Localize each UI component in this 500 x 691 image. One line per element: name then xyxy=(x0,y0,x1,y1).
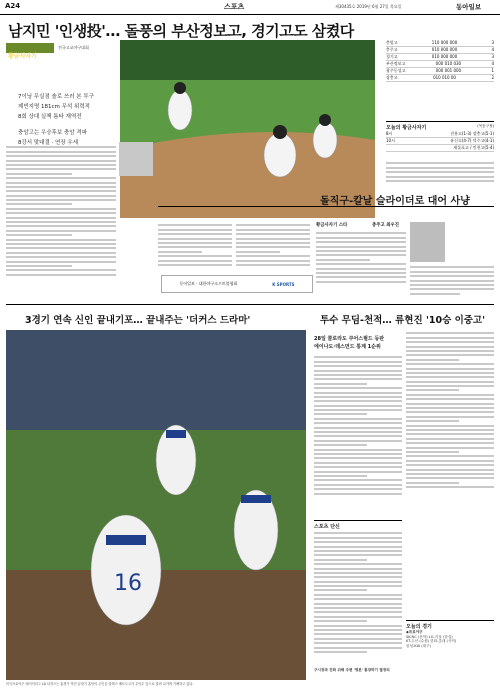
text-line xyxy=(314,413,367,415)
text-line xyxy=(406,411,494,413)
text-line xyxy=(314,378,402,380)
text-line xyxy=(314,585,402,587)
text-line xyxy=(316,281,406,283)
text-line xyxy=(6,177,116,179)
text-line xyxy=(314,449,402,451)
text-line xyxy=(314,444,367,446)
text-line xyxy=(6,164,116,166)
text-line xyxy=(236,233,310,235)
text-line xyxy=(406,438,494,440)
text-line xyxy=(314,427,402,429)
text-line xyxy=(406,433,494,435)
text-line xyxy=(406,486,494,488)
text-line xyxy=(316,250,406,252)
text-line xyxy=(314,633,402,635)
text-line xyxy=(6,265,72,267)
text-line xyxy=(6,208,116,210)
text-line xyxy=(6,274,116,276)
total-score: 1 xyxy=(491,68,494,73)
text-line xyxy=(410,280,494,282)
games-list: ◆프로야구 SK-NC (문학) LG-키움 (잠실) KT-두산 (수원) 한화-롯데 (사직) 삼성-KIA (대구) xyxy=(406,630,457,648)
text-line xyxy=(316,272,406,274)
text-line xyxy=(406,332,494,334)
text-line xyxy=(316,232,406,234)
text-line xyxy=(6,225,116,227)
game-match: 유신고(4-7) 덕수고(4-1) xyxy=(450,138,494,143)
text-line xyxy=(314,422,402,424)
text-line xyxy=(386,162,494,164)
total-score: 4 xyxy=(491,47,494,52)
second-col1 xyxy=(316,230,406,285)
scoreboard xyxy=(386,40,494,82)
game-time: 8시 xyxy=(386,131,393,136)
text-line xyxy=(406,407,494,409)
text-line xyxy=(314,356,402,358)
score-row xyxy=(386,61,494,68)
inning-scores: 110 000 000 xyxy=(431,40,458,45)
text-line xyxy=(236,260,310,262)
text-line xyxy=(314,440,402,442)
text-line xyxy=(314,453,402,455)
page-header xyxy=(0,0,500,15)
text-line xyxy=(314,466,402,468)
lower-photo xyxy=(6,330,306,680)
total-score: 3 xyxy=(491,40,494,45)
page-number: A24 xyxy=(5,2,21,10)
total-score: 3 xyxy=(491,54,494,59)
text-line xyxy=(314,370,402,372)
tournament-badge: 황금사자기 xyxy=(6,43,54,53)
text-line xyxy=(316,268,406,270)
text-line xyxy=(158,264,232,266)
text-line xyxy=(406,398,494,400)
text-line xyxy=(406,482,459,484)
bottom-note: 구시장과 진화 위해 주변 '명본' 통장하기 결정되 xyxy=(314,668,390,672)
text-line xyxy=(406,389,459,391)
text-line xyxy=(314,400,402,402)
section-label: 스포츠 xyxy=(224,3,245,11)
text-line xyxy=(410,284,494,286)
text-line xyxy=(236,224,310,226)
text-line xyxy=(314,607,402,609)
text-line xyxy=(410,293,460,295)
text-line xyxy=(406,376,494,378)
text-line xyxy=(6,243,116,245)
brief-title: 스포츠 단신 xyxy=(314,520,402,530)
text-line xyxy=(314,581,402,583)
text-line xyxy=(314,638,402,640)
text-line xyxy=(6,155,116,157)
text-line xyxy=(406,394,494,396)
text-line xyxy=(6,261,116,263)
text-line xyxy=(406,403,494,405)
text-line xyxy=(406,346,494,348)
inning-scores: 010 010 00 xyxy=(433,75,456,80)
text-line xyxy=(314,603,402,605)
text-line xyxy=(406,455,494,457)
text-line xyxy=(314,559,367,561)
text-line xyxy=(6,146,116,148)
text-line xyxy=(316,276,406,278)
text-line xyxy=(6,160,116,162)
text-line xyxy=(406,368,494,370)
lower-photo-caption: 미국프로야구 메이저리그 LA 다저스는 홈경기 역전 끝내기 홈런의 주인공 알렉스 베르두고가 우익수 앞으로 달려 나가며 기뻐하고 있다. xyxy=(6,682,194,686)
text-line xyxy=(6,195,116,197)
text-line xyxy=(316,237,406,239)
text-line xyxy=(158,260,232,262)
text-line xyxy=(406,381,494,383)
text-line xyxy=(410,275,494,277)
game-match: 진흥고(1-3) 장충고(5-1) xyxy=(450,131,494,136)
today-game-row xyxy=(386,138,494,145)
text-line xyxy=(314,541,402,543)
text-line xyxy=(386,180,494,182)
text-line xyxy=(158,242,232,244)
text-line xyxy=(314,383,367,385)
score-row xyxy=(386,54,494,61)
text-line xyxy=(314,651,367,653)
text-line xyxy=(406,469,494,471)
text-line xyxy=(6,269,116,271)
text-line xyxy=(314,550,402,552)
text-line xyxy=(314,642,402,644)
text-line xyxy=(406,464,494,466)
notice-box xyxy=(386,160,494,186)
text-line xyxy=(314,546,402,548)
text-line xyxy=(314,532,402,534)
text-line xyxy=(406,442,494,444)
text-line xyxy=(314,488,402,490)
text-line xyxy=(314,598,402,600)
text-line xyxy=(314,537,402,539)
brief-body xyxy=(314,530,402,655)
team-name: 충암고 xyxy=(386,40,398,45)
text-line xyxy=(406,473,494,475)
text-line xyxy=(406,350,494,352)
text-line xyxy=(316,259,370,261)
text-line xyxy=(406,477,494,479)
score-row xyxy=(386,40,494,47)
text-line xyxy=(316,254,406,256)
text-line xyxy=(6,151,116,153)
second-headline: 돌직구-칼날 슬라이더로 대어 사냥 xyxy=(320,196,470,207)
text-line xyxy=(6,217,116,219)
text-line xyxy=(314,374,402,376)
text-line xyxy=(314,589,367,591)
text-line xyxy=(6,239,116,241)
text-line xyxy=(158,246,232,248)
text-line xyxy=(314,554,402,556)
text-line xyxy=(406,359,459,361)
text-line xyxy=(6,256,116,258)
top-headline: 남지민 '인생投'… 돌풍의 부산정보고, 경기고도 삼켰다 xyxy=(8,22,354,40)
team-name: 부산정보고 xyxy=(386,61,406,66)
text-line xyxy=(314,435,402,437)
text-line xyxy=(6,234,72,236)
text-line xyxy=(158,233,232,235)
text-line xyxy=(316,263,406,265)
sponsor-bar: 동아일보 · 대한야구소프트볼협회 K SPORTS xyxy=(161,275,313,293)
newspaper-brand: 동아일보 xyxy=(456,3,482,11)
team-name: 경기고 xyxy=(386,54,398,59)
team-name: 충주고 xyxy=(386,47,398,52)
text-line xyxy=(314,471,402,473)
team-name: 장충고 xyxy=(386,75,398,80)
text-line xyxy=(314,594,402,596)
text-line xyxy=(6,168,116,170)
games-title: 오늘의 경기 xyxy=(406,620,494,630)
text-line xyxy=(6,203,72,205)
text-line xyxy=(6,230,116,232)
text-line xyxy=(6,173,72,175)
text-line xyxy=(236,264,310,266)
text-line xyxy=(236,251,280,253)
text-line xyxy=(406,363,494,365)
game-time: 10시 xyxy=(386,138,395,143)
second-photo xyxy=(410,222,445,262)
text-line xyxy=(236,246,310,248)
text-line xyxy=(314,365,402,367)
text-line xyxy=(158,255,232,257)
top-story-col2 xyxy=(158,222,232,268)
right-headline: 투수 무딤-천적… 류현진 '10승 이중고' xyxy=(320,315,486,326)
text-line xyxy=(314,611,402,613)
text-line xyxy=(406,372,494,374)
text-line xyxy=(314,647,402,649)
top-story-body xyxy=(6,144,116,278)
score-row xyxy=(386,47,494,54)
text-line xyxy=(406,460,494,462)
inning-scores: 010 000 000 xyxy=(431,54,458,59)
top-story-col3 xyxy=(236,222,310,268)
text-line xyxy=(6,221,116,223)
text-line xyxy=(406,420,459,422)
second-sub: 황금사자기 스타 xyxy=(316,223,348,228)
text-line xyxy=(316,241,406,243)
text-line xyxy=(6,182,116,184)
today-game-row xyxy=(386,131,494,138)
team-name: 광주동성고 xyxy=(386,68,406,73)
text-line xyxy=(406,451,459,453)
text-line xyxy=(6,190,116,192)
text-line xyxy=(314,409,402,411)
game-match: 제물포고 / 인천고(5-4) xyxy=(453,145,494,150)
text-line xyxy=(236,238,310,240)
today-game-row xyxy=(386,145,494,152)
text-line xyxy=(314,462,402,464)
text-line xyxy=(406,337,494,339)
text-line xyxy=(314,475,367,477)
top-deck: 7이닝 무실점 솔로 쓰러 본 투구 제빈지명 181cm 무석 위력적 8회 상대 실책 틈타 재역전 충암고는 우승후보 충암 격파 8강서 맞대결 · 연장 우세 xyxy=(18,94,94,146)
inning-scores: 010 000 000 xyxy=(431,47,458,52)
text-line xyxy=(314,396,402,398)
svg-text:16: 16 xyxy=(114,571,142,596)
inning-scores: 000 010 030 xyxy=(435,61,462,66)
text-line xyxy=(406,354,494,356)
text-line xyxy=(314,387,402,389)
text-line xyxy=(6,199,116,201)
text-line xyxy=(158,224,232,226)
total-score: 2 xyxy=(491,75,494,80)
text-line xyxy=(158,229,232,231)
second-writer: 충주고 최우진 xyxy=(372,223,399,228)
text-line xyxy=(386,167,494,169)
text-line xyxy=(236,255,310,257)
text-line xyxy=(6,186,116,188)
text-line xyxy=(386,176,494,178)
text-line xyxy=(406,385,494,387)
text-line xyxy=(314,629,402,631)
text-line xyxy=(314,568,402,570)
right-col2 xyxy=(406,330,494,490)
text-line xyxy=(236,229,310,231)
text-line xyxy=(410,266,494,268)
tournament-subbadge: 전국고교야구대회 xyxy=(58,45,89,50)
today-box: 오늘의 황금사자기 (목동구장) 8시 진흥고(1-3) 장충고(5-1) 10시 유신고(4-7) 덕수고(4-1) 제물포고 / 인천고(5-4) xyxy=(386,121,494,152)
text-line xyxy=(158,251,202,253)
text-line xyxy=(314,625,402,627)
text-line xyxy=(314,576,402,578)
text-line xyxy=(314,479,402,481)
text-line xyxy=(406,341,494,343)
text-line xyxy=(314,418,402,420)
text-line xyxy=(314,484,402,486)
text-line xyxy=(314,457,402,459)
text-line xyxy=(314,392,402,394)
text-line xyxy=(314,361,402,363)
text-line xyxy=(314,620,367,622)
text-line xyxy=(314,493,402,495)
text-line xyxy=(406,429,494,431)
inning-scores: 000 001 000 xyxy=(435,68,462,73)
text-line xyxy=(314,405,402,407)
text-line xyxy=(410,288,494,290)
lower-left-headline: 3경기 연속 신인 끝내기포… 끝내주는 '더커스 드라마' xyxy=(25,315,251,326)
text-line xyxy=(236,242,310,244)
text-line xyxy=(316,246,406,248)
text-line xyxy=(314,431,402,433)
text-line xyxy=(406,416,494,418)
right-sub2: 에이나도·데스먼드 통계 1순위 xyxy=(314,344,381,350)
text-line xyxy=(410,271,494,273)
text-line xyxy=(386,171,494,173)
lower-divider xyxy=(6,304,494,305)
text-line xyxy=(6,252,116,254)
text-line xyxy=(314,572,402,574)
text-line xyxy=(158,238,232,240)
second-col2 xyxy=(410,264,494,297)
score-row xyxy=(386,75,494,82)
top-headline-wrap xyxy=(8,20,378,41)
right-col1 xyxy=(314,354,402,497)
text-line xyxy=(6,212,116,214)
text-line xyxy=(406,447,494,449)
total-score: 4 xyxy=(491,61,494,66)
text-line xyxy=(314,616,402,618)
score-row xyxy=(386,68,494,75)
text-line xyxy=(314,563,402,565)
text-line xyxy=(6,247,116,249)
right-sub: 28일 콜로라도 쿠어스필드 등판 xyxy=(314,336,385,342)
issue-meta: 제30435호 2019년 6월 27일 목요일 xyxy=(335,4,402,9)
player-headshot xyxy=(119,142,153,176)
text-line xyxy=(406,425,494,427)
